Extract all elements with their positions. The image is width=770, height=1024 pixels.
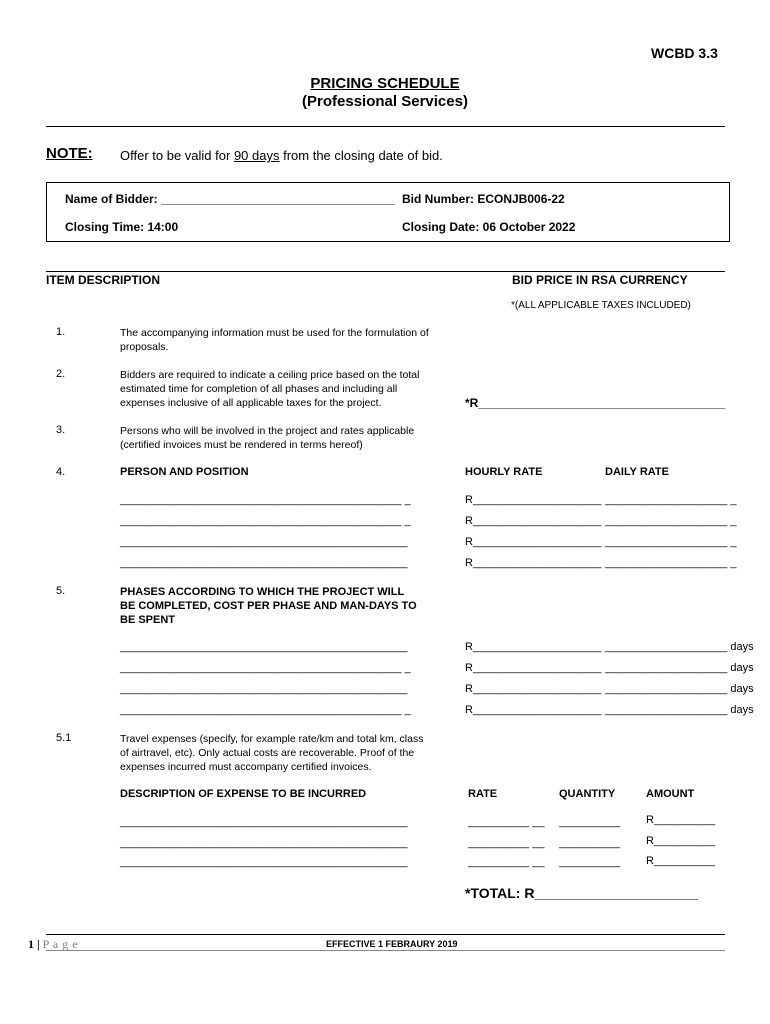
man-days-field[interactable] (605, 683, 754, 695)
expense-amount-field[interactable]: R__________ (646, 835, 716, 847)
note-label: NOTE: (46, 145, 93, 162)
phase-line[interactable]: ______________________________________________ _ (120, 662, 411, 674)
bid-price-header: BID PRICE IN RSA CURRENCY (512, 273, 688, 287)
days-label: days (730, 683, 754, 695)
divider-top (46, 126, 725, 127)
divider-header (46, 271, 725, 272)
hourly-rate-field[interactable]: R_____________________ (465, 557, 602, 569)
daily-rate-header: DAILY RATE (605, 466, 669, 478)
expense-rate-field[interactable]: __________ __ (468, 816, 545, 828)
expense-quantity-field[interactable]: __________ (559, 816, 621, 828)
item-4-number: 4. (56, 466, 66, 478)
divider-footer (46, 934, 725, 935)
item-5-1-text: Travel expenses (specify, for example rate/km and total km, class of airtravel, etc). Only actual costs are recoverable. Proof of the expenses incurred must accompany certified invoices. (120, 733, 424, 773)
phase-line[interactable]: _______________________________________________ (120, 683, 408, 695)
man-days-blank: ____________________ (605, 662, 728, 674)
man-days-field[interactable] (605, 641, 754, 653)
days-label: days (730, 641, 754, 653)
ceiling-price-field[interactable]: *R_____________________________________ (465, 396, 726, 410)
days-label: days (730, 704, 754, 716)
page-number-value: 1 (28, 937, 34, 951)
man-days-field[interactable] (605, 662, 754, 674)
person-line[interactable]: _______________________________________________ (120, 536, 408, 548)
item-description-header: ITEM DESCRIPTION (46, 273, 161, 287)
item-1-text: The accompanying information must be used for the formulation of proposals. (120, 327, 429, 353)
expense-quantity-field[interactable]: __________ (559, 837, 621, 849)
item-2-number: 2. (56, 368, 66, 380)
expense-quantity-header: QUANTITY (559, 788, 616, 800)
note-text (120, 148, 443, 163)
page-word: P a g e (42, 937, 79, 951)
man-days-blank: ____________________ (605, 704, 728, 716)
hourly-rate-field[interactable]: R_____________________ (465, 515, 602, 527)
item-1-number: 1. (56, 326, 66, 338)
phase-cost-field[interactable]: R_____________________ (465, 662, 602, 674)
daily-rate-field[interactable]: ____________________ _ (605, 515, 737, 527)
expense-quantity-field[interactable]: __________ (559, 856, 621, 868)
item-2-text: Bidders are required to indicate a ceiling price based on the total estimated time for completion of all phases and including all expenses inclusive of all applicable taxes for the project. (120, 369, 420, 409)
expense-description-header: DESCRIPTION OF EXPENSE TO BE INCURRED (120, 788, 367, 800)
form-code: WCBD 3.3 (651, 45, 718, 61)
page-number: 1 | P a g e (28, 937, 79, 951)
phase-line[interactable]: ______________________________________________ _ (120, 704, 411, 716)
total-field[interactable]: *TOTAL: R_____________________ (465, 885, 698, 901)
effective-date: EFFECTIVE 1 FEBRAURY 2019 (326, 939, 458, 949)
divider-footer-bottom (46, 950, 725, 951)
bidder-name-field[interactable]: Name of Bidder: ___________________________________ (65, 192, 395, 206)
daily-rate-field[interactable]: ____________________ _ (605, 494, 737, 506)
page-subtitle: (Professional Services) (302, 93, 468, 110)
note-text-before: Offer to be valid for (120, 148, 234, 163)
item-5-number: 5. (56, 585, 66, 597)
person-line[interactable]: _______________________________________________ (120, 557, 408, 569)
phase-cost-field[interactable]: R_____________________ (465, 704, 602, 716)
expense-description-line[interactable]: _______________________________________________ (120, 816, 408, 828)
person-line[interactable]: ______________________________________________ _ (120, 515, 411, 527)
expense-description-line[interactable]: _______________________________________________ (120, 856, 408, 868)
daily-rate-field[interactable]: ____________________ _ (605, 557, 737, 569)
expense-amount-field[interactable]: R__________ (646, 814, 716, 826)
days-label: days (730, 662, 754, 674)
expense-amount-field[interactable]: R__________ (646, 855, 716, 867)
hourly-rate-field[interactable]: R_____________________ (465, 494, 602, 506)
man-days-blank: ____________________ (605, 683, 728, 695)
hourly-rate-field[interactable]: R_____________________ (465, 536, 602, 548)
item-5-1-number: 5.1 (56, 732, 72, 744)
expense-description-line[interactable]: _______________________________________________ (120, 837, 408, 849)
expense-rate-field[interactable]: __________ __ (468, 837, 545, 849)
item-3-number: 3. (56, 424, 66, 436)
expense-rate-header: RATE (468, 788, 498, 800)
closing-time: Closing Time: 14:00 (65, 220, 179, 234)
page-title: PRICING SCHEDULE (310, 75, 460, 92)
man-days-blank: ____________________ (605, 641, 728, 653)
person-line[interactable]: ______________________________________________ _ (120, 494, 411, 506)
closing-date: Closing Date: 06 October 2022 (402, 220, 576, 234)
phase-line[interactable]: _______________________________________________ (120, 641, 408, 653)
daily-rate-field[interactable]: ____________________ _ (605, 536, 737, 548)
hourly-rate-header: HOURLY RATE (465, 466, 543, 478)
phases-header: PHASES ACCORDING TO WHICH THE PROJECT WILL BE COMPLETED, COST PER PHASE AND MAN-DAYS TO BE SPENT (120, 586, 417, 626)
man-days-field[interactable] (605, 704, 754, 716)
item-3-text: Persons who will be involved in the project and rates applicable (certified invoices must be rendered in terms hereof) (120, 425, 415, 451)
phase-cost-field[interactable]: R_____________________ (465, 641, 602, 653)
taxes-note: *(ALL APPLICABLE TAXES INCLUDED) (511, 300, 691, 311)
bid-number: Bid Number: ECONJB006-22 (402, 192, 565, 206)
phase-cost-field[interactable]: R_____________________ (465, 683, 602, 695)
person-position-header: PERSON AND POSITION (120, 466, 249, 478)
note-valid-days: 90 days (233, 148, 280, 163)
expense-rate-field[interactable]: __________ __ (468, 856, 545, 868)
expense-amount-header: AMOUNT (646, 788, 695, 800)
note-text-after: from the closing date of bid. (279, 148, 443, 163)
